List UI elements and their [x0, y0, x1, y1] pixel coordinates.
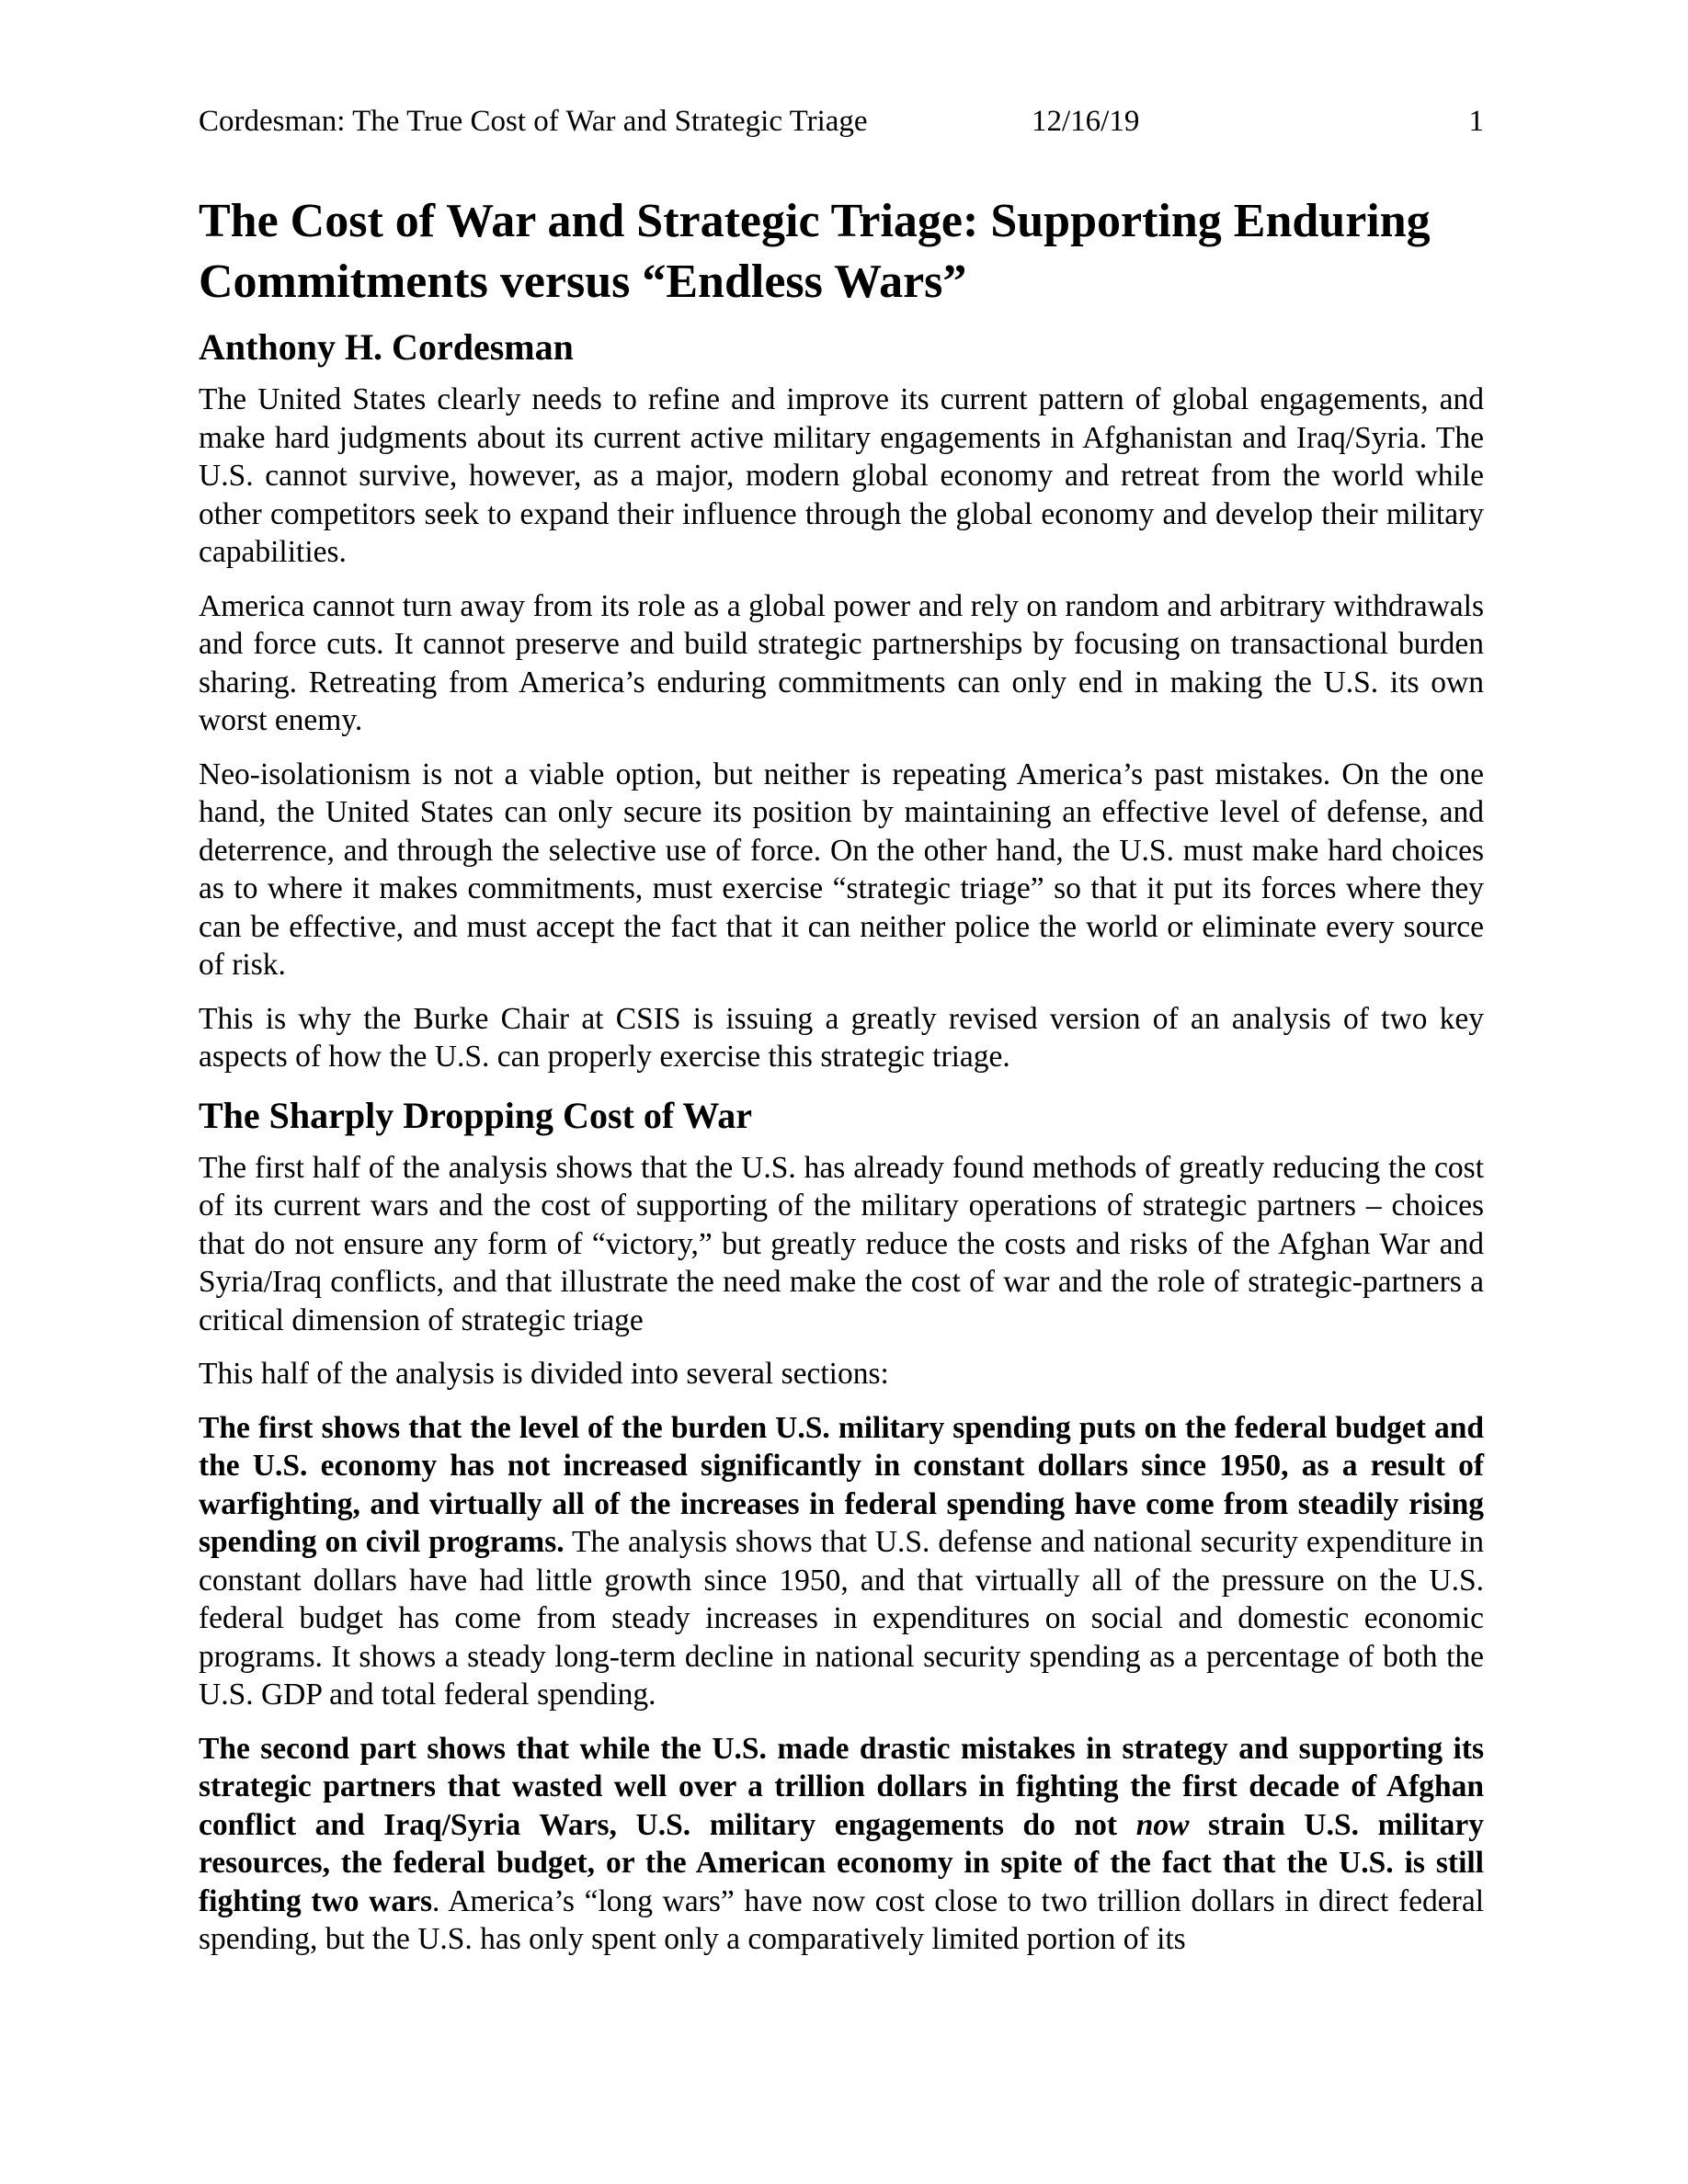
running-header	[199, 101, 1484, 142]
document-title: The Cost of War and Strategic Triage: Supporting Enduring Commitments versus “Endless Wars”	[199, 195, 1431, 308]
paragraph-4-body: . America’s “long wars” have now cost close to two trillion dollars in direct federal spending, but the U.S. has only spent only a comparatively limited portion of its	[199, 1883, 1485, 1956]
paragraph-4-bold-lead-b: strain U.S. military resources, the federal budget, or the American economy in spite of the fact that the U.S. is still fighting two wars	[199, 1807, 1484, 1918]
section-paragraph-2: This half of the analysis is divided into several sections:	[199, 1357, 889, 1391]
section-paragraph-4	[199, 1730, 1484, 1959]
running-title: Cordesman: The True Cost of War and Strategic Triage	[199, 105, 868, 138]
section-paragraph-3	[199, 1409, 1484, 1714]
header-date: 12/16/19	[1032, 105, 1140, 138]
page-number: 1	[1468, 105, 1484, 138]
section-paragraph-1: The first half of the analysis shows that the U.S. has already found methods of greatly reducing the cost of its current wars and the cost of supporting of the military operations of strategic partners – choices that do not ensure any form of “victory,” but greatly reduce the costs and risks of the Afghan War and Syria/Iraq conflicts, and that illustrate the need make the cost of war and the role of strategic-partners a critical dimension of strategic triage	[199, 1150, 1484, 1337]
section-heading: The Sharply Dropping Cost of War	[199, 1094, 752, 1136]
paragraph-4: This is why the Burke Chair at CSIS is issuing a greatly revised version of an analysis of two key aspects of how the U.S. can properly exercise this strategic triage.	[199, 1001, 1484, 1074]
paragraph-3-bold-lead: The first shows that the level of the burden U.S. military spending puts on the federal budget and the U.S. economy has not increased significantly in constant dollars since 1950, as a result of warfighting, and virtually all of the increases in federal spending have come from steadily rising spending on civil programs.	[199, 1410, 1484, 1559]
document-body	[199, 191, 1484, 1974]
paragraph-1: The United States clearly needs to refine and improve its current pattern of global engagements, and make hard judgments about its current active military engagements in Afghanistan and Iraq/Syria. The U.S. cannot survive, however, as a major, modern global economy and retreat from the world while other competitors seek to expand their influence through the global economy and develop their military capabilities.	[199, 382, 1484, 569]
paragraph-3: Neo-isolationism is not a viable option, but neither is repeating America’s past mistakes. On the one hand, the United States can only secure its position by maintaining an effective level of defense, and deterrence, and through the selective use of force. On the other hand, the U.S. must make hard choices as to where it makes commitments, must exercise “strategic triage” so that it put its forces where they can be effective, and must accept the fact that it can neither police the world or eliminate every source of risk.	[199, 756, 1484, 982]
paragraph-3-body: The analysis shows that U.S. defense and national security expenditure in constant dollars have had little growth since 1950, and that virtually all of the pressure on the U.S. federal budget has come from steady increases in expenditures on social and domestic economic programs. It shows a steady long-term decline in national security spending as a percentage of both the U.S. GDP and total federal spending.	[199, 1525, 1484, 1712]
author-name: Anthony H. Cordesman	[199, 326, 574, 368]
paragraph-2: America cannot turn away from its role as a global power and rely on random and arbitrary withdrawals and force cuts. It cannot preserve and build strategic partnerships by focusing on transactional burden sharing. Retreating from America’s enduring commitments can only end in making the U.S. its own worst enemy.	[199, 588, 1484, 737]
paragraph-4-emphasis: now	[1135, 1807, 1190, 1842]
paragraph-4-bold-lead-a: The second part shows that while the U.S. made drastic mistakes in strategy and supporting its strategic partners that wasted well over a trillion dollars in fighting the first decade of Afghan conflict and Iraq/Syria Wars, U.S. military engagements do not	[199, 1731, 1484, 1842]
